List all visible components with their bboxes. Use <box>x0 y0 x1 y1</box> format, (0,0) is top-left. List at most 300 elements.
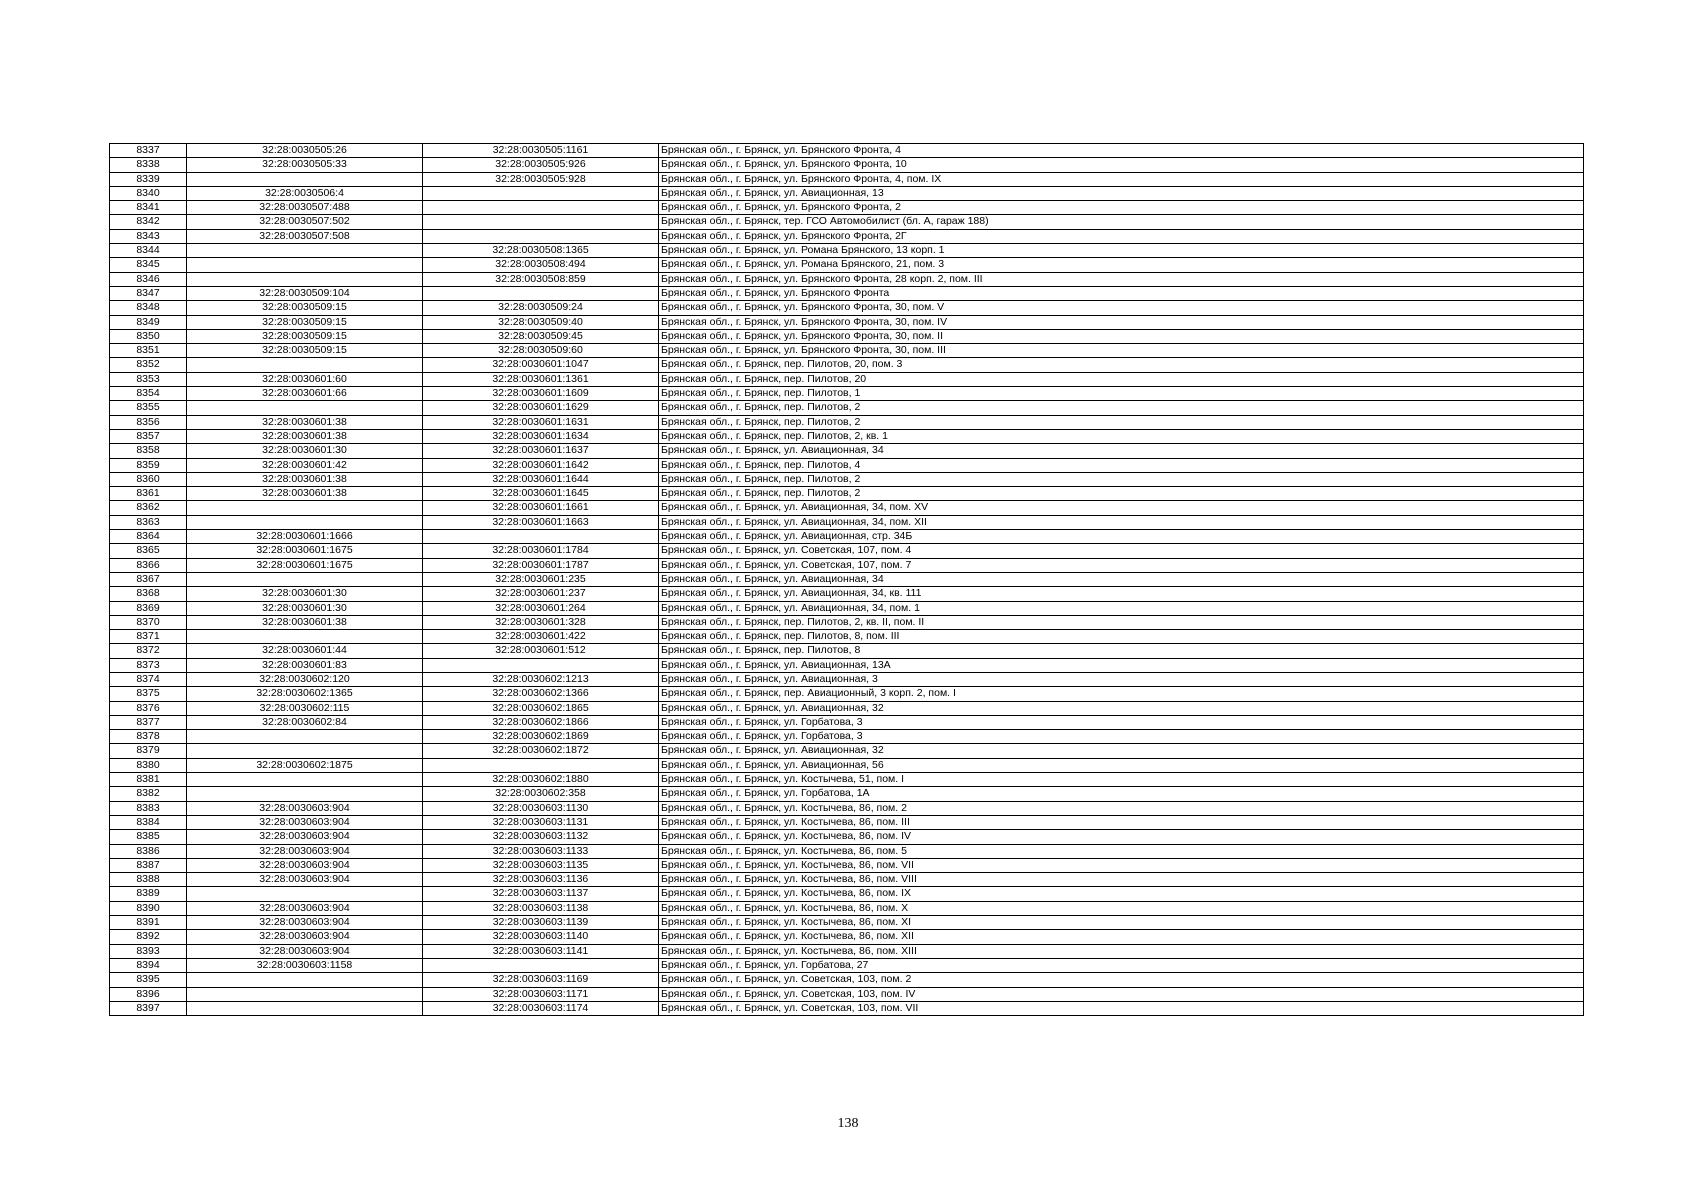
cadastral-number-cell: 32:28:0030603:1171 <box>423 987 659 1001</box>
cadastral-number-cell: 32:28:0030601:1787 <box>423 558 659 572</box>
address-cell: Брянская обл., г. Брянск, ул. Брянского Фронта, 28 корп. 2, пом. III <box>659 272 1584 286</box>
row-number-cell: 8380 <box>110 758 187 772</box>
parent-cadastral-number-cell: 32:28:0030603:904 <box>187 815 423 829</box>
address-cell: Брянская обл., г. Брянск, ул. Костычева, 86, пом. XIII <box>659 944 1584 958</box>
row-number-cell: 8391 <box>110 916 187 930</box>
address-cell: Брянская обл., г. Брянск, ул. Авиационная, 34 <box>659 572 1584 586</box>
address-cell: Брянская обл., г. Брянск, ул. Авиационная, 34 <box>659 444 1584 458</box>
row-number-cell: 8342 <box>110 215 187 229</box>
parent-cadastral-number-cell: 32:28:0030602:120 <box>187 672 423 686</box>
row-number-cell: 8374 <box>110 672 187 686</box>
row-number-cell: 8397 <box>110 1001 187 1015</box>
row-number-cell: 8349 <box>110 315 187 329</box>
address-cell: Брянская обл., г. Брянск, ул. Костычева, 86, пом. 5 <box>659 844 1584 858</box>
table-row <box>110 730 1584 744</box>
address-cell: Брянская обл., г. Брянск, пер. Пилотов, 2, кв. 1 <box>659 429 1584 443</box>
address-cell: Брянская обл., г. Брянск, пер. Пилотов, 20, пом. 3 <box>659 358 1584 372</box>
parent-cadastral-number-cell: 32:28:0030602:1875 <box>187 758 423 772</box>
row-number-cell: 8369 <box>110 601 187 615</box>
parent-cadastral-number-cell <box>187 730 423 744</box>
row-number-cell: 8393 <box>110 944 187 958</box>
parent-cadastral-number-cell: 32:28:0030507:502 <box>187 215 423 229</box>
address-cell: Брянская обл., г. Брянск, пер. Пилотов, 20 <box>659 372 1584 386</box>
row-number-cell: 8377 <box>110 715 187 729</box>
cadastral-number-cell: 32:28:0030601:1661 <box>423 501 659 515</box>
table-row <box>110 544 1584 558</box>
parent-cadastral-number-cell <box>187 258 423 272</box>
cadastral-number-cell <box>423 201 659 215</box>
table-row <box>110 658 1584 672</box>
cadastral-number-cell: 32:28:0030603:1137 <box>423 887 659 901</box>
cadastral-number-cell: 32:28:0030601:235 <box>423 572 659 586</box>
table-row <box>110 372 1584 386</box>
address-cell: Брянская обл., г. Брянск, ул. Костычева, 86, пом. IX <box>659 887 1584 901</box>
cadastral-number-cell: 32:28:0030601:1629 <box>423 401 659 415</box>
cadastral-number-cell: 32:28:0030509:45 <box>423 329 659 343</box>
parent-cadastral-number-cell <box>187 987 423 1001</box>
address-cell: Брянская обл., г. Брянск, ул. Костычева, 86, пом. XII <box>659 930 1584 944</box>
parent-cadastral-number-cell: 32:28:0030602:115 <box>187 701 423 715</box>
row-number-cell: 8350 <box>110 329 187 343</box>
address-cell: Брянская обл., г. Брянск, ул. Авиационная, 13 <box>659 186 1584 200</box>
cadastral-number-cell <box>423 958 659 972</box>
table-row <box>110 873 1584 887</box>
table-row <box>110 344 1584 358</box>
address-cell: Брянская обл., г. Брянск, ул. Авиационная, 34, пом. XII <box>659 515 1584 529</box>
table-row <box>110 158 1584 172</box>
table-row <box>110 172 1584 186</box>
page-number: 138 <box>837 1116 859 1131</box>
address-cell: Брянская обл., г. Брянск, ул. Костычева, 86, пом. IV <box>659 830 1584 844</box>
table-row <box>110 358 1584 372</box>
row-number-cell: 8365 <box>110 544 187 558</box>
row-number-cell: 8346 <box>110 272 187 286</box>
row-number-cell: 8392 <box>110 930 187 944</box>
parent-cadastral-number-cell: 32:28:0030509:15 <box>187 329 423 343</box>
address-cell: Брянская обл., г. Брянск, ул. Брянского Фронта, 10 <box>659 158 1584 172</box>
parent-cadastral-number-cell: 32:28:0030603:904 <box>187 858 423 872</box>
cadastral-number-cell: 32:28:0030601:1645 <box>423 487 659 501</box>
parent-cadastral-number-cell: 32:28:0030601:30 <box>187 444 423 458</box>
parent-cadastral-number-cell: 32:28:0030603:1158 <box>187 958 423 972</box>
address-cell: Брянская обл., г. Брянск, ул. Костычева, 86, пом. X <box>659 901 1584 915</box>
parent-cadastral-number-cell <box>187 401 423 415</box>
cadastral-number-cell: 32:28:0030601:1784 <box>423 544 659 558</box>
address-cell: Брянская обл., г. Брянск, ул. Авиационная, 32 <box>659 701 1584 715</box>
address-cell: Брянская обл., г. Брянск, пер. Пилотов, 8, пом. III <box>659 630 1584 644</box>
parent-cadastral-number-cell: 32:28:0030603:904 <box>187 944 423 958</box>
address-cell: Брянская обл., г. Брянск, ул. Советская, 107, пом. 4 <box>659 544 1584 558</box>
address-cell: Брянская обл., г. Брянск, пер. Пилотов, 1 <box>659 387 1584 401</box>
row-number-cell: 8384 <box>110 815 187 829</box>
parent-cadastral-number-cell: 32:28:0030601:1675 <box>187 544 423 558</box>
row-number-cell: 8385 <box>110 830 187 844</box>
cadastral-number-cell <box>423 186 659 200</box>
table-row <box>110 687 1584 701</box>
row-number-cell: 8361 <box>110 487 187 501</box>
table-row <box>110 286 1584 300</box>
address-cell: Брянская обл., г. Брянск, ул. Романа Брянского, 21, пом. 3 <box>659 258 1584 272</box>
row-number-cell: 8341 <box>110 201 187 215</box>
row-number-cell: 8356 <box>110 415 187 429</box>
address-cell: Брянская обл., г. Брянск, ул. Горбатова, 27 <box>659 958 1584 972</box>
table-row <box>110 615 1584 629</box>
parent-cadastral-number-cell: 32:28:0030601:44 <box>187 644 423 658</box>
row-number-cell: 8383 <box>110 801 187 815</box>
table-row <box>110 144 1584 158</box>
cadastral-number-cell: 32:28:0030603:1169 <box>423 973 659 987</box>
row-number-cell: 8343 <box>110 229 187 243</box>
row-number-cell: 8352 <box>110 358 187 372</box>
row-number-cell: 8388 <box>110 873 187 887</box>
table-row <box>110 487 1584 501</box>
cadastral-number-cell: 32:28:0030508:859 <box>423 272 659 286</box>
row-number-cell: 8376 <box>110 701 187 715</box>
parent-cadastral-number-cell <box>187 1001 423 1015</box>
row-number-cell: 8367 <box>110 572 187 586</box>
cadastral-number-cell: 32:28:0030602:1866 <box>423 715 659 729</box>
cadastral-number-cell: 32:28:0030601:1642 <box>423 458 659 472</box>
address-cell: Брянская обл., г. Брянск, ул. Авиационная, 34, кв. 111 <box>659 587 1584 601</box>
address-cell: Брянская обл., г. Брянск, ул. Романа Брянского, 13 корп. 1 <box>659 244 1584 258</box>
address-cell: Брянская обл., г. Брянск, ул. Авиационная, 56 <box>659 758 1584 772</box>
row-number-cell: 8379 <box>110 744 187 758</box>
row-number-cell: 8345 <box>110 258 187 272</box>
address-cell: Брянская обл., г. Брянск, ул. Брянского Фронта, 30, пом. III <box>659 344 1584 358</box>
cadastral-number-cell: 32:28:0030603:1135 <box>423 858 659 872</box>
row-number-cell: 8371 <box>110 630 187 644</box>
cadastral-number-cell: 32:28:0030508:1365 <box>423 244 659 258</box>
parent-cadastral-number-cell: 32:28:0030601:38 <box>187 429 423 443</box>
cadastral-number-cell: 32:28:0030603:1131 <box>423 815 659 829</box>
cadastral-number-cell: 32:28:0030602:1213 <box>423 672 659 686</box>
parent-cadastral-number-cell: 32:28:0030603:904 <box>187 801 423 815</box>
table-row <box>110 844 1584 858</box>
address-cell: Брянская обл., г. Брянск, ул. Брянского Фронта, 4 <box>659 144 1584 158</box>
table-row <box>110 572 1584 586</box>
cadastral-number-cell: 32:28:0030601:1609 <box>423 387 659 401</box>
parent-cadastral-number-cell <box>187 358 423 372</box>
table-row <box>110 558 1584 572</box>
cadastral-number-cell: 32:28:0030601:512 <box>423 644 659 658</box>
row-number-cell: 8337 <box>110 144 187 158</box>
parent-cadastral-number-cell: 32:28:0030601:38 <box>187 615 423 629</box>
row-number-cell: 8366 <box>110 558 187 572</box>
table-row <box>110 444 1584 458</box>
address-cell: Брянская обл., г. Брянск, ул. Брянского Фронта, 30, пом. II <box>659 329 1584 343</box>
parent-cadastral-number-cell: 32:28:0030509:15 <box>187 301 423 315</box>
parent-cadastral-number-cell: 32:28:0030509:15 <box>187 344 423 358</box>
parent-cadastral-number-cell: 32:28:0030601:30 <box>187 587 423 601</box>
row-number-cell: 8339 <box>110 172 187 186</box>
cadastral-number-cell: 32:28:0030602:1865 <box>423 701 659 715</box>
table-row <box>110 701 1584 715</box>
table-row <box>110 973 1584 987</box>
row-number-cell: 8390 <box>110 901 187 915</box>
address-cell: Брянская обл., г. Брянск, пер. Пилотов, 8 <box>659 644 1584 658</box>
address-cell: Брянская обл., г. Брянск, пер. Пилотов, 2, кв. II, пом. II <box>659 615 1584 629</box>
address-cell: Брянская обл., г. Брянск, ул. Советская, 103, пом. IV <box>659 987 1584 1001</box>
parent-cadastral-number-cell: 32:28:0030603:904 <box>187 844 423 858</box>
cadastral-number-cell: 32:28:0030601:328 <box>423 615 659 629</box>
row-number-cell: 8344 <box>110 244 187 258</box>
parent-cadastral-number-cell: 32:28:0030601:38 <box>187 415 423 429</box>
row-number-cell: 8348 <box>110 301 187 315</box>
address-cell: Брянская обл., г. Брянск, ул. Костычева, 86, пом. XI <box>659 916 1584 930</box>
row-number-cell: 8370 <box>110 615 187 629</box>
row-number-cell: 8340 <box>110 186 187 200</box>
table-row <box>110 801 1584 815</box>
row-number-cell: 8353 <box>110 372 187 386</box>
cadastral-number-cell: 32:28:0030601:237 <box>423 587 659 601</box>
parent-cadastral-number-cell: 32:28:0030601:1675 <box>187 558 423 572</box>
cadastral-number-cell: 32:28:0030603:1130 <box>423 801 659 815</box>
parent-cadastral-number-cell <box>187 172 423 186</box>
cadastral-number-cell <box>423 530 659 544</box>
row-number-cell: 8347 <box>110 286 187 300</box>
address-cell: Брянская обл., г. Брянск, ул. Авиационная, стр. 34Б <box>659 530 1584 544</box>
parent-cadastral-number-cell: 32:28:0030505:33 <box>187 158 423 172</box>
table-row <box>110 272 1584 286</box>
row-number-cell: 8368 <box>110 587 187 601</box>
cadastral-number-cell: 32:28:0030603:1136 <box>423 873 659 887</box>
table-row <box>110 644 1584 658</box>
row-number-cell: 8378 <box>110 730 187 744</box>
row-number-cell: 8362 <box>110 501 187 515</box>
address-cell: Брянская обл., г. Брянск, ул. Костычева, 51, пом. I <box>659 773 1584 787</box>
address-cell: Брянская обл., г. Брянск, ул. Брянского Фронта, 2 <box>659 201 1584 215</box>
parent-cadastral-number-cell <box>187 501 423 515</box>
table-row <box>110 773 1584 787</box>
parent-cadastral-number-cell <box>187 272 423 286</box>
parent-cadastral-number-cell <box>187 630 423 644</box>
row-number-cell: 8386 <box>110 844 187 858</box>
table-row <box>110 387 1584 401</box>
row-number-cell: 8387 <box>110 858 187 872</box>
table-row <box>110 901 1584 915</box>
row-number-cell: 8381 <box>110 773 187 787</box>
row-number-cell: 8373 <box>110 658 187 672</box>
table-row <box>110 987 1584 1001</box>
parent-cadastral-number-cell: 32:28:0030505:26 <box>187 144 423 158</box>
address-cell: Брянская обл., г. Брянск, ул. Брянского Фронта <box>659 286 1584 300</box>
row-number-cell: 8382 <box>110 787 187 801</box>
table-row <box>110 815 1584 829</box>
parent-cadastral-number-cell <box>187 244 423 258</box>
address-cell: Брянская обл., г. Брянск, пер. Пилотов, 2 <box>659 472 1584 486</box>
table-row <box>110 415 1584 429</box>
row-number-cell: 8360 <box>110 472 187 486</box>
parent-cadastral-number-cell <box>187 787 423 801</box>
row-number-cell: 8338 <box>110 158 187 172</box>
cadastral-registry-table <box>109 143 1584 1016</box>
cadastral-number-cell: 32:28:0030603:1140 <box>423 930 659 944</box>
parent-cadastral-number-cell: 32:28:0030601:38 <box>187 487 423 501</box>
table-row <box>110 758 1584 772</box>
table-row <box>110 244 1584 258</box>
table-row <box>110 201 1584 215</box>
parent-cadastral-number-cell: 32:28:0030509:15 <box>187 315 423 329</box>
cadastral-number-cell: 32:28:0030505:1161 <box>423 144 659 158</box>
cadastral-number-cell: 32:28:0030601:1361 <box>423 372 659 386</box>
parent-cadastral-number-cell: 32:28:0030601:60 <box>187 372 423 386</box>
cadastral-number-cell: 32:28:0030601:1631 <box>423 415 659 429</box>
parent-cadastral-number-cell <box>187 515 423 529</box>
parent-cadastral-number-cell: 32:28:0030601:83 <box>187 658 423 672</box>
parent-cadastral-number-cell: 32:28:0030603:904 <box>187 830 423 844</box>
row-number-cell: 8357 <box>110 429 187 443</box>
parent-cadastral-number-cell: 32:28:0030603:904 <box>187 873 423 887</box>
table-row <box>110 315 1584 329</box>
table-row <box>110 258 1584 272</box>
cadastral-number-cell <box>423 758 659 772</box>
address-cell: Брянская обл., г. Брянск, ул. Авиационная, 3 <box>659 672 1584 686</box>
cadastral-number-cell: 32:28:0030505:926 <box>423 158 659 172</box>
address-cell: Брянская обл., г. Брянск, ул. Горбатова, 1А <box>659 787 1584 801</box>
address-cell: Брянская обл., г. Брянск, ул. Авиационная, 13А <box>659 658 1584 672</box>
address-cell: Брянская обл., г. Брянск, ул. Брянского Фронта, 30, пом. IV <box>659 315 1584 329</box>
address-cell: Брянская обл., г. Брянск, ул. Горбатова, 3 <box>659 730 1584 744</box>
table-row <box>110 944 1584 958</box>
address-cell: Брянская обл., г. Брянск, пер. Пилотов, 2 <box>659 487 1584 501</box>
table-row <box>110 887 1584 901</box>
address-cell: Брянская обл., г. Брянск, ул. Авиационная, 34, пом. 1 <box>659 601 1584 615</box>
cadastral-number-cell: 32:28:0030603:1174 <box>423 1001 659 1015</box>
table-row <box>110 429 1584 443</box>
parent-cadastral-number-cell: 32:28:0030602:1365 <box>187 687 423 701</box>
row-number-cell: 8395 <box>110 973 187 987</box>
table-row <box>110 744 1584 758</box>
row-number-cell: 8396 <box>110 987 187 1001</box>
row-number-cell: 8358 <box>110 444 187 458</box>
parent-cadastral-number-cell: 32:28:0030507:508 <box>187 229 423 243</box>
row-number-cell: 8359 <box>110 458 187 472</box>
row-number-cell: 8351 <box>110 344 187 358</box>
cadastral-number-cell: 32:28:0030602:358 <box>423 787 659 801</box>
address-cell: Брянская обл., г. Брянск, ул. Авиационная, 34, пом. XV <box>659 501 1584 515</box>
address-cell: Брянская обл., г. Брянск, тер. ГСО Автомобилист (бл. А, гараж 188) <box>659 215 1584 229</box>
parent-cadastral-number-cell <box>187 887 423 901</box>
address-cell: Брянская обл., г. Брянск, ул. Советская, 103, пом. VII <box>659 1001 1584 1015</box>
table-row <box>110 472 1584 486</box>
parent-cadastral-number-cell: 32:28:0030602:84 <box>187 715 423 729</box>
table-row <box>110 930 1584 944</box>
table-row <box>110 858 1584 872</box>
cadastral-number-cell: 32:28:0030602:1869 <box>423 730 659 744</box>
table-row <box>110 215 1584 229</box>
table-row <box>110 301 1584 315</box>
parent-cadastral-number-cell <box>187 973 423 987</box>
parent-cadastral-number-cell: 32:28:0030509:104 <box>187 286 423 300</box>
address-cell: Брянская обл., г. Брянск, ул. Костычева, 86, пом. 2 <box>659 801 1584 815</box>
cadastral-number-cell: 32:28:0030601:264 <box>423 601 659 615</box>
row-number-cell: 8364 <box>110 530 187 544</box>
cadastral-number-cell: 32:28:0030602:1880 <box>423 773 659 787</box>
row-number-cell: 8354 <box>110 387 187 401</box>
parent-cadastral-number-cell <box>187 572 423 586</box>
row-number-cell: 8355 <box>110 401 187 415</box>
parent-cadastral-number-cell: 32:28:0030601:1666 <box>187 530 423 544</box>
cadastral-number-cell: 32:28:0030601:1634 <box>423 429 659 443</box>
cadastral-number-cell: 32:28:0030603:1132 <box>423 830 659 844</box>
cadastral-number-cell: 32:28:0030505:928 <box>423 172 659 186</box>
parent-cadastral-number-cell: 32:28:0030601:66 <box>187 387 423 401</box>
cadastral-number-cell: 32:28:0030509:24 <box>423 301 659 315</box>
address-cell: Брянская обл., г. Брянск, ул. Костычева, 86, пом. VII <box>659 858 1584 872</box>
cadastral-number-cell: 32:28:0030509:40 <box>423 315 659 329</box>
table-row <box>110 630 1584 644</box>
table-row <box>110 329 1584 343</box>
cadastral-number-cell: 32:28:0030508:494 <box>423 258 659 272</box>
row-number-cell: 8375 <box>110 687 187 701</box>
address-cell: Брянская обл., г. Брянск, ул. Брянского Фронта, 4, пом. IX <box>659 172 1584 186</box>
address-cell: Брянская обл., г. Брянск, пер. Пилотов, 4 <box>659 458 1584 472</box>
address-cell: Брянская обл., г. Брянск, пер. Пилотов, 2 <box>659 415 1584 429</box>
parent-cadastral-number-cell: 32:28:0030603:904 <box>187 930 423 944</box>
table-row <box>110 787 1584 801</box>
address-cell: Брянская обл., г. Брянск, пер. Авиационный, 3 корп. 2, пом. I <box>659 687 1584 701</box>
cadastral-number-cell: 32:28:0030603:1139 <box>423 916 659 930</box>
table-row <box>110 958 1584 972</box>
parent-cadastral-number-cell: 32:28:0030507:488 <box>187 201 423 215</box>
table-row <box>110 830 1584 844</box>
table-row <box>110 401 1584 415</box>
table-row <box>110 587 1584 601</box>
table-row <box>110 916 1584 930</box>
cadastral-number-cell: 32:28:0030602:1872 <box>423 744 659 758</box>
row-number-cell: 8372 <box>110 644 187 658</box>
cadastral-number-cell <box>423 215 659 229</box>
row-number-cell: 8363 <box>110 515 187 529</box>
parent-cadastral-number-cell: 32:28:0030601:30 <box>187 601 423 615</box>
table-row <box>110 458 1584 472</box>
table-row <box>110 672 1584 686</box>
cadastral-number-cell: 32:28:0030601:1663 <box>423 515 659 529</box>
parent-cadastral-number-cell <box>187 744 423 758</box>
registry-table-body <box>110 144 1584 1016</box>
table-row <box>110 186 1584 200</box>
table-row <box>110 229 1584 243</box>
parent-cadastral-number-cell: 32:28:0030506:4 <box>187 186 423 200</box>
cadastral-number-cell: 32:28:0030601:422 <box>423 630 659 644</box>
table-row <box>110 515 1584 529</box>
parent-cadastral-number-cell: 32:28:0030601:38 <box>187 472 423 486</box>
parent-cadastral-number-cell: 32:28:0030601:42 <box>187 458 423 472</box>
address-cell: Брянская обл., г. Брянск, ул. Брянского Фронта, 2Г <box>659 229 1584 243</box>
cadastral-number-cell: 32:28:0030603:1141 <box>423 944 659 958</box>
cadastral-number-cell: 32:28:0030601:1644 <box>423 472 659 486</box>
row-number-cell: 8394 <box>110 958 187 972</box>
address-cell: Брянская обл., г. Брянск, ул. Костычева, 86, пом. III <box>659 815 1584 829</box>
table-row <box>110 530 1584 544</box>
address-cell: Брянская обл., г. Брянск, ул. Авиационная, 32 <box>659 744 1584 758</box>
row-number-cell: 8389 <box>110 887 187 901</box>
cadastral-number-cell: 32:28:0030602:1366 <box>423 687 659 701</box>
table-row <box>110 1001 1584 1015</box>
cadastral-number-cell: 32:28:0030601:1637 <box>423 444 659 458</box>
table-row <box>110 501 1584 515</box>
cadastral-number-cell: 32:28:0030603:1138 <box>423 901 659 915</box>
cadastral-number-cell: 32:28:0030601:1047 <box>423 358 659 372</box>
address-cell: Брянская обл., г. Брянск, ул. Костычева, 86, пом. VIII <box>659 873 1584 887</box>
cadastral-number-cell <box>423 658 659 672</box>
cadastral-number-cell: 32:28:0030603:1133 <box>423 844 659 858</box>
address-cell: Брянская обл., г. Брянск, ул. Брянского Фронта, 30, пом. V <box>659 301 1584 315</box>
address-cell: Брянская обл., г. Брянск, пер. Пилотов, 2 <box>659 401 1584 415</box>
table-row <box>110 715 1584 729</box>
cadastral-number-cell: 32:28:0030509:60 <box>423 344 659 358</box>
table-row <box>110 601 1584 615</box>
